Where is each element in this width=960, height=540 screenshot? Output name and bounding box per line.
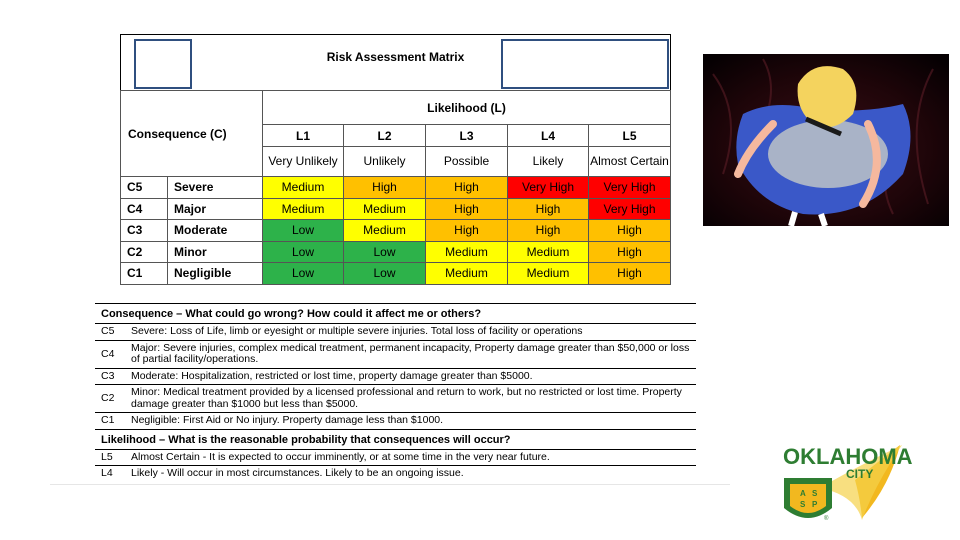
level-description: Unlikely [344,147,426,177]
consequence-code: C5 [121,177,168,199]
risk-cell: Medium [263,177,344,199]
falling-girl-image [703,54,949,226]
matrix-row [121,241,671,263]
level-code: L2 [344,125,426,147]
severity-label: Severe [168,177,263,199]
likelihood-definition [95,450,696,467]
risk-cell: High [426,198,508,220]
definition-code: C3 [101,369,115,382]
likelihood-header: Likelihood (L) [263,91,671,125]
severity-label: Negligible [168,263,263,285]
definition-text: Almost Certain - It is expected to occur imminently, or at some time in the very near future. [131,450,550,463]
consequence-code: C1 [121,263,168,285]
definition-text: Major: Severe injuries, complex medical treatment, permanent incapacity, Property damage greater than $50,000 or loss of partial facility/operations. [131,341,690,365]
risk-cell: Medium [344,198,426,220]
risk-cell: Medium [426,263,508,285]
level-code: L4 [508,125,589,147]
risk-cell: Low [263,241,344,263]
matrix-row [121,177,671,199]
badge-letter: S [812,489,818,498]
definition-text: Likely - Will occur in most circumstances. Likely to be an ongoing issue. [131,467,464,479]
cartoon-illustration [703,54,949,226]
severity-label: Moderate [168,220,263,242]
definition-text: Minor: Medical treatment provided by a licensed professional and return to work, but no restricted or lost time. Property damage greater than $1000 but less than $5000. [131,386,682,410]
definition-text: Moderate: Hospitalization, restricted or lost time, property damage greater than $5000. [131,369,533,382]
risk-cell: High [589,220,671,242]
level-description: Very Unlikely [263,147,344,177]
consequence-code: C2 [121,241,168,263]
definition-text: Severe: Loss of Life, limb or eyesight or multiple severe injuries. Total loss of facility or operations [131,325,583,337]
level-description: Almost Certain [589,147,671,177]
risk-cell: Medium [344,220,426,242]
level-description: Likely [508,147,589,177]
risk-cell: High [589,263,671,285]
badge-letter: S [800,500,806,509]
risk-cell: Medium [508,241,589,263]
badge-letter: P [812,500,818,509]
badge-letter: A [800,489,806,498]
likelihood-heading: Likelihood – What is the reasonable probability that consequences will occur? [95,430,696,450]
risk-cell: Very High [589,177,671,199]
logo-graphic [780,440,915,528]
risk-cell: High [426,177,508,199]
risk-cell: High [344,177,426,199]
risk-cell: High [426,220,508,242]
header-placeholder-box-right [501,39,669,89]
risk-cell: Very High [589,198,671,220]
header-placeholder-box-left [134,39,192,89]
matrix-title: Risk Assessment Matrix [326,50,465,64]
divider [50,484,730,485]
definitions-panel [95,303,696,482]
level-code: L5 [589,125,671,147]
risk-cell: Low [263,220,344,242]
definition-code: C5 [101,325,115,337]
risk-cell: Medium [508,263,589,285]
consequence-definition [95,341,696,369]
severity-label: Minor [168,241,263,263]
consequence-header: Consequence (C) [121,91,263,177]
risk-cell: Low [263,263,344,285]
risk-cell: High [589,241,671,263]
level-description: Possible [426,147,508,177]
risk-cell: Low [344,263,426,285]
likelihood-definition [95,466,696,482]
consequence-definition [95,413,696,430]
matrix-header [120,34,671,90]
consequence-definition [95,369,696,386]
definition-text: Negligible: First Aid or No injury. Property damage less than $1000. [131,414,444,426]
definition-code: C1 [101,414,115,426]
matrix-table [120,90,671,285]
risk-cell: Medium [426,241,508,263]
risk-cell: High [508,198,589,220]
matrix-row [121,198,671,220]
oklahoma-city-assp-logo [780,440,915,528]
logo-line1: OKLAHOMA [783,444,913,469]
consequence-definition [95,324,696,341]
risk-matrix [120,34,671,289]
definition-code: C2 [101,392,115,404]
level-code: L1 [263,125,344,147]
risk-cell: Very High [508,177,589,199]
registered-mark: ® [824,516,829,522]
consequence-heading: Consequence – What could go wrong? How could it affect me or others? [95,304,696,324]
logo-line2: CITY [846,467,874,481]
definition-code: L4 [101,467,113,479]
consequence-code: C3 [121,220,168,242]
definition-code: C4 [101,347,115,360]
level-code: L3 [426,125,508,147]
consequence-definition [95,385,696,413]
definition-code: L5 [101,450,113,463]
consequence-code: C4 [121,198,168,220]
risk-cell: Medium [263,198,344,220]
assp-badge [784,478,832,518]
severity-label: Major [168,198,263,220]
risk-cell: High [508,220,589,242]
risk-cell: Low [344,241,426,263]
matrix-row [121,263,671,285]
matrix-row [121,220,671,242]
